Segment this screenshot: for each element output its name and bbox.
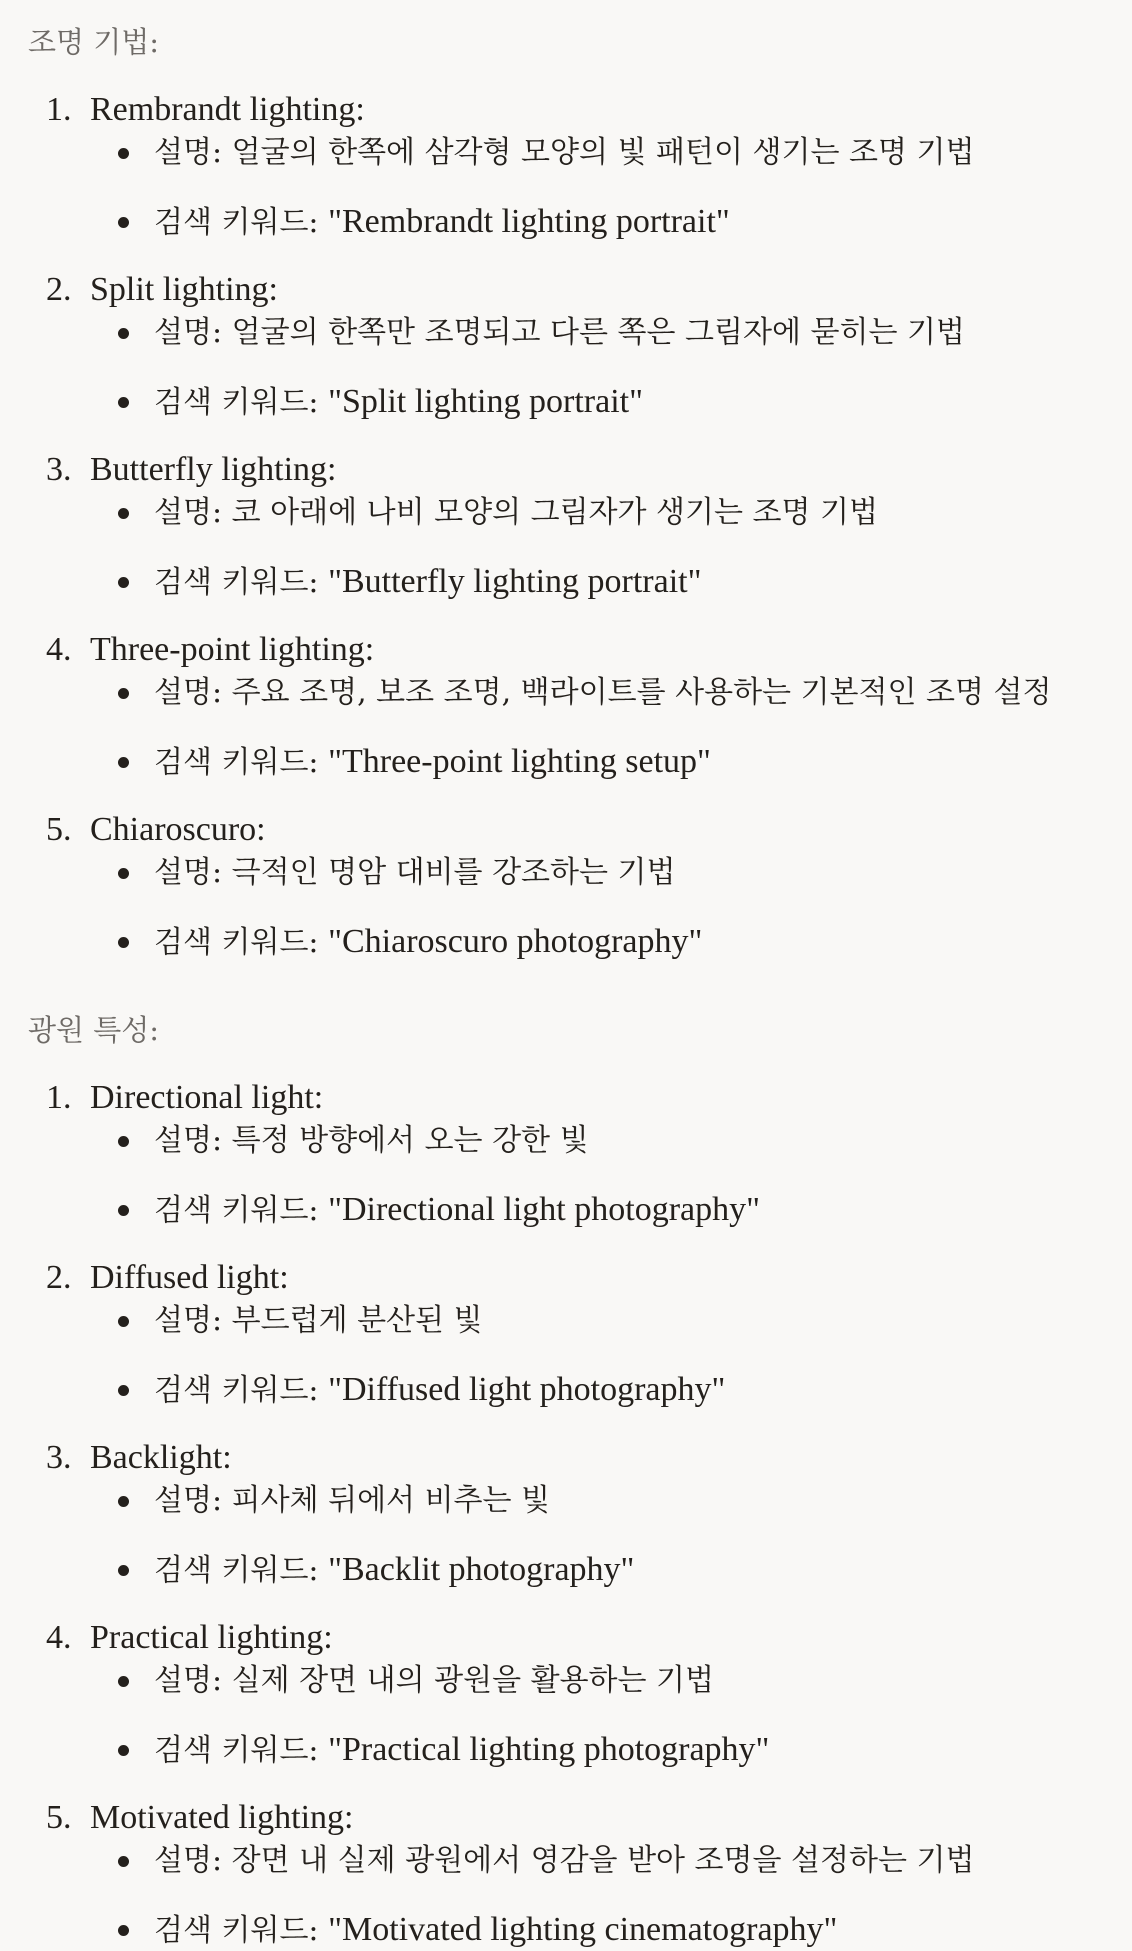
bullet-dot [118,757,129,768]
bullet-dot [118,1136,129,1147]
keyword-line [154,562,701,603]
list-item-number: 5. [46,811,72,848]
keyword-label: 검색 키워드: [154,1553,319,1588]
description-label: 설명: [154,1663,223,1698]
description-text: 실제 장면 내의 광원을 활용하는 기법 [231,1663,715,1698]
description-line [154,1121,589,1161]
description-text: 장면 내 실제 광원에서 영감을 받아 조명을 설정하는 기법 [231,1843,975,1878]
description-text: 부드럽게 분산된 빛 [231,1303,483,1338]
list-item-title: Diffused light: [90,1259,289,1296]
bullet-dot [118,508,129,519]
bullet-dot [118,1565,129,1576]
keyword-line [154,742,711,783]
keyword-text: "Chiaroscuro photography" [328,923,703,960]
description-label: 설명: [154,855,223,890]
description-text: 주요 조명, 보조 조명, 백라이트를 사용하는 기본적인 조명 설정 [231,675,1052,710]
keyword-text: "Butterfly lighting portrait" [328,563,702,600]
keyword-line [154,382,643,423]
list-item-number: 4. [46,1619,72,1656]
list-item-title: Split lighting: [90,271,278,308]
bullet-dot [118,1385,129,1396]
bullet-dot [118,1745,129,1756]
list-item-number: 2. [46,271,72,308]
list-item-title: Chiaroscuro: [90,811,266,848]
description-line [154,1841,974,1881]
description-text: 얼굴의 한쪽만 조명되고 다른 쪽은 그림자에 묻히는 기법 [231,315,965,350]
keyword-text: "Motivated lighting cinematography" [328,1911,838,1948]
list-item-title: Directional light: [90,1079,324,1116]
section-heading: 광원 특성: [28,1013,160,1047]
keyword-label: 검색 키워드: [154,745,319,780]
description-text: 얼굴의 한쪽에 삼각형 모양의 빛 패턴이 생기는 조명 기법 [231,135,975,170]
keyword-text: "Three-point lighting setup" [328,743,711,780]
keyword-line [154,1910,837,1951]
description-line [154,493,878,533]
bullet-dot [118,1205,129,1216]
keyword-text: "Split lighting portrait" [328,383,643,420]
bullet-dot [118,937,129,948]
description-text: 극적인 명암 대비를 강조하는 기법 [231,855,676,890]
keyword-text: "Practical lighting photography" [328,1731,770,1768]
bullet-dot [118,1676,129,1687]
keyword-line [154,1550,634,1591]
list-item-title: Motivated lighting: [90,1799,354,1836]
keyword-label: 검색 키워드: [154,205,319,240]
list-item-number: 2. [46,1259,72,1296]
description-line [154,1301,483,1341]
description-label: 설명: [154,675,223,710]
description-line [154,313,965,353]
list-item-number: 3. [46,1439,72,1476]
keyword-line [154,1190,760,1231]
list-item-number: 1. [46,1079,72,1116]
description-line [154,133,974,173]
description-label: 설명: [154,1843,223,1878]
description-line [154,853,676,893]
section-heading: 조명 기법: [28,25,160,59]
list-item-title: Butterfly lighting: [90,451,337,488]
keyword-text: "Rembrandt lighting portrait" [328,203,730,240]
list-item-title: Practical lighting: [90,1619,333,1656]
bullet-dot [118,868,129,879]
bullet-dot [118,217,129,228]
keyword-line [154,202,730,243]
description-line [154,1481,550,1521]
keyword-line [154,1370,725,1411]
bullet-dot [118,1925,129,1936]
list-item-title: Rembrandt lighting: [90,91,365,128]
keyword-label: 검색 키워드: [154,925,319,960]
keyword-label: 검색 키워드: [154,1913,319,1948]
bullet-dot [118,397,129,408]
list-item-title: Three-point lighting: [90,631,375,668]
list-item-title: Backlight: [90,1439,232,1476]
keyword-label: 검색 키워드: [154,1193,319,1228]
keyword-text: "Backlit photography" [328,1551,635,1588]
description-text: 코 아래에 나비 모양의 그림자가 생기는 조명 기법 [231,495,878,530]
list-item-number: 1. [46,91,72,128]
keyword-text: "Directional light photography" [328,1191,760,1228]
description-label: 설명: [154,1303,223,1338]
description-text: 피사체 뒤에서 비추는 빛 [231,1483,551,1518]
description-label: 설명: [154,315,223,350]
bullet-dot [118,577,129,588]
bullet-dot [118,148,129,159]
description-label: 설명: [154,495,223,530]
description-line [154,673,1052,713]
bullet-dot [118,1856,129,1867]
keyword-label: 검색 키워드: [154,385,319,420]
keyword-line [154,922,702,963]
description-label: 설명: [154,135,223,170]
bullet-dot [118,1316,129,1327]
description-label: 설명: [154,1123,223,1158]
keyword-label: 검색 키워드: [154,1733,319,1768]
list-item-number: 5. [46,1799,72,1836]
description-text: 특정 방향에서 오는 강한 빛 [231,1123,589,1158]
description-label: 설명: [154,1483,223,1518]
bullet-dot [118,688,129,699]
keyword-line [154,1730,769,1771]
description-line [154,1661,714,1701]
list-item-number: 3. [46,451,72,488]
keyword-label: 검색 키워드: [154,1373,319,1408]
list-item-number: 4. [46,631,72,668]
bullet-dot [118,328,129,339]
bullet-dot [118,1496,129,1507]
keyword-text: "Diffused light photography" [328,1371,726,1408]
keyword-label: 검색 키워드: [154,565,319,600]
